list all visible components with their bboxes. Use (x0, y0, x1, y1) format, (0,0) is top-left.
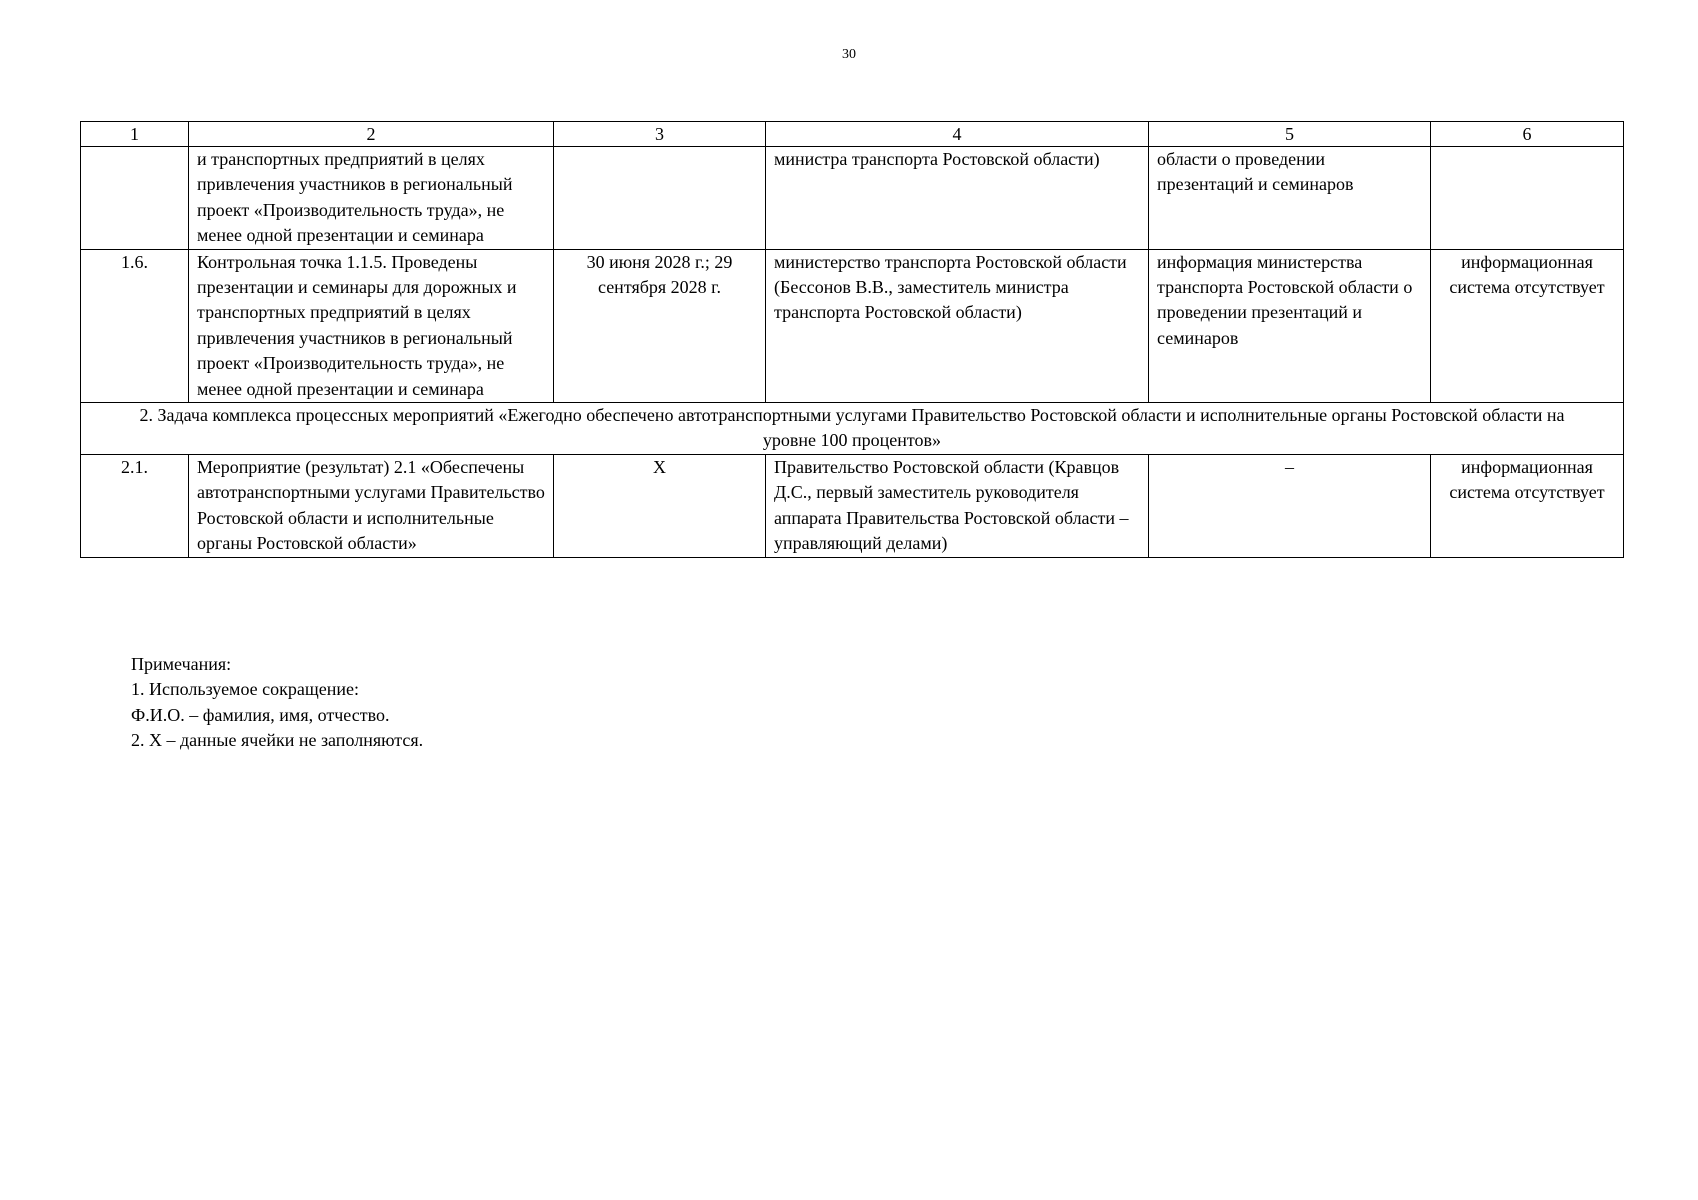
row-name: Мероприятие (результат) 2.1 «Обеспечены автотранспортными услугами Правительство Ростовской области и исполнительные органы Ростовской области» (189, 454, 554, 557)
task-heading: 2. Задача комплекса процессных мероприятий «Ежегодно обеспечено автотранспортными услугами Правительство Ростовской области и исполнительные органы Ростовской области на уровне 100 процентов» (81, 403, 1624, 455)
row-responsible: министерство транспорта Ростовской области (Бессонов В.В., заместитель министра транспорта Ростовской области) (766, 249, 1149, 402)
table-row (81, 147, 1624, 250)
page-number: 30 (842, 47, 856, 62)
row-name: Контрольная точка 1.1.5. Проведены презентации и семинары для дорожных и транспортных предприятий в целях привлечения участников в региональный проект «Производительность труда», не менее одной презентации и семинара (189, 249, 554, 402)
column-number: 3 (554, 122, 766, 147)
note-item: 2. Х – данные ячейки не заполняются. (131, 730, 424, 751)
row-system: информационная система отсутствует (1431, 249, 1624, 402)
row-date: Х (554, 454, 766, 557)
row-responsible: министра транспорта Ростовской области) (766, 147, 1149, 250)
row-number: 1.6. (81, 249, 189, 402)
note-item: 1. Используемое сокращение: (131, 679, 359, 700)
row-responsible: Правительство Ростовской области (Кравцов Д.С., первый заместитель руководителя аппарата Правительства Ростовской области – управляющий делами) (766, 454, 1149, 557)
row-system (1431, 147, 1624, 250)
row-date: 30 июня 2028 г.; 29 сентября 2028 г. (554, 249, 766, 402)
table-row (81, 454, 1624, 557)
column-number: 2 (189, 122, 554, 147)
row-date (554, 147, 766, 250)
column-number: 4 (766, 122, 1149, 147)
task-row (81, 403, 1624, 455)
row-number: 2.1. (81, 454, 189, 557)
column-number: 1 (81, 122, 189, 147)
notes-title: Примечания: (131, 654, 232, 674)
column-number: 6 (1431, 122, 1624, 147)
row-document: области о проведении презентаций и семинаров (1149, 147, 1431, 250)
table-row (81, 249, 1624, 402)
row-document: – (1149, 454, 1431, 557)
row-system: информационная система отсутствует (1431, 454, 1624, 557)
notes (131, 652, 423, 754)
column-numbers-row (81, 122, 1624, 147)
row-name: и транспортных предприятий в целях привлечения участников в региональный проект «Производительность труда», не менее одной презентации и семинара (189, 147, 554, 250)
row-number (81, 147, 189, 250)
plan-table (80, 121, 1624, 558)
row-document: информация министерства транспорта Ростовской области о проведении презентаций и семинаров (1149, 249, 1431, 402)
note-item-detail: Ф.И.О. – фамилия, имя, отчество. (131, 704, 390, 725)
column-number: 5 (1149, 122, 1431, 147)
